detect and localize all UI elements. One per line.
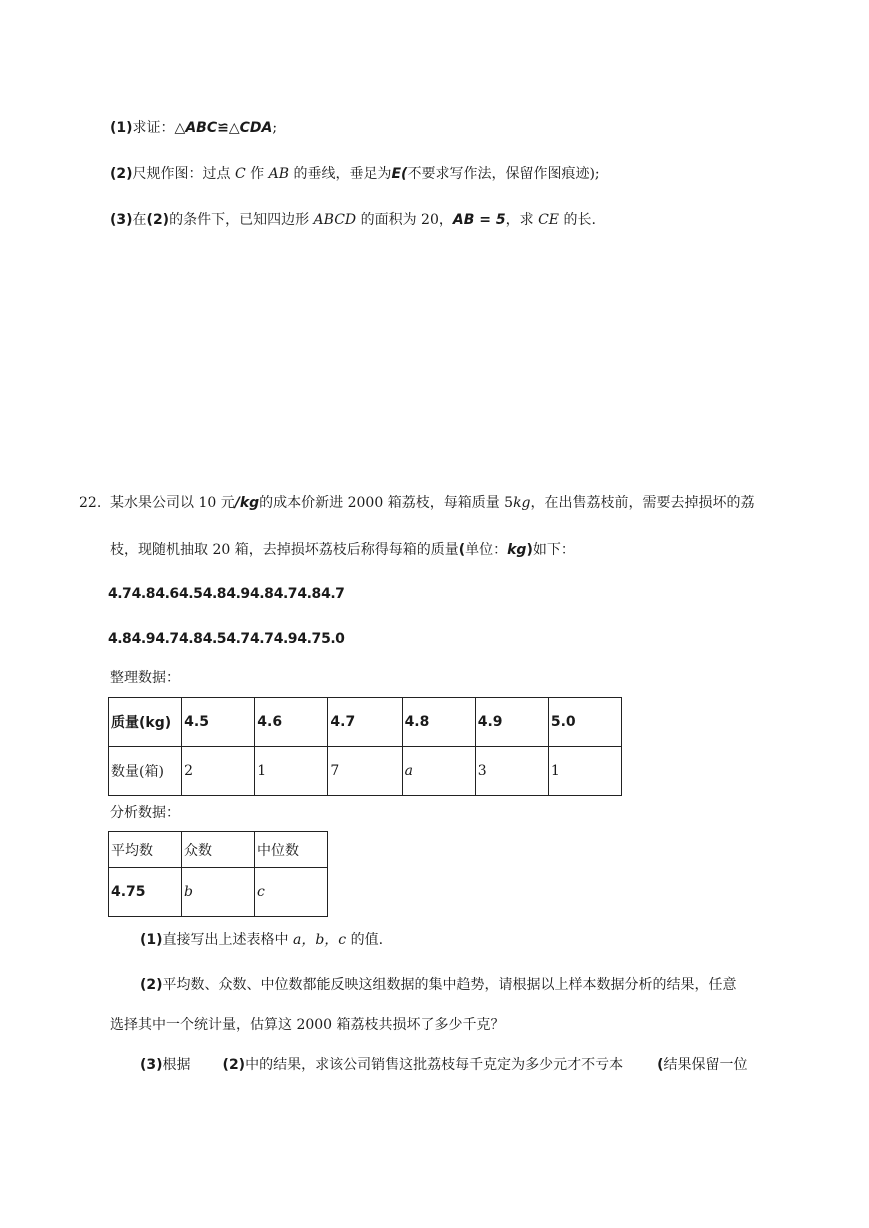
math-expression: △ABC≌△CDA — [174, 120, 273, 136]
table-header: 平均数 — [109, 832, 182, 868]
q22-sub2-line1 — [140, 975, 737, 995]
q21-part1 — [110, 118, 277, 138]
table-row-label: 数量(箱) — [109, 747, 182, 796]
text: ，在出售荔枝前，需要去掉损坏的荔 — [530, 495, 755, 511]
q21-part3 — [110, 210, 596, 230]
data-row-2: 4.8 4.9 4.7 4.8 4.5 4.7 4.7 4.9 4.7 5.0 — [108, 631, 345, 647]
text: 平均数、众数、中位数都能反映这组数据的集中趋势，请根据以上样本数据分析的结果，任意 — [162, 977, 737, 993]
table-cell: 1 — [548, 747, 621, 796]
part-number: (1) — [140, 932, 163, 948]
statistics-table — [108, 831, 328, 917]
table-cell: 4.9 — [475, 698, 548, 747]
analyze-label: 分析数据： — [110, 805, 180, 821]
text: ，求 — [505, 212, 539, 228]
table-header-label: 质量(kg) — [109, 698, 182, 747]
ref: (2) — [146, 212, 170, 228]
var: ABCD — [313, 212, 357, 228]
text: 不要求写作法，保留作图痕迹) — [407, 166, 595, 182]
text: 单位： — [465, 542, 508, 558]
table-cell: 3 — [475, 747, 548, 796]
table-cell: 4.6 — [255, 698, 328, 747]
text: 的长. — [559, 212, 596, 228]
table-cell: c — [255, 868, 328, 917]
unit: /kg — [234, 495, 260, 511]
paren: ( — [458, 542, 466, 558]
text: 作 — [245, 166, 269, 182]
table-cell: 4.75 — [109, 868, 182, 917]
organize-label: 整理数据： — [110, 670, 180, 686]
text: 直接写出上述表格中 — [162, 932, 293, 948]
table-cell: 4.8 — [402, 698, 475, 747]
text: 结果保留一位 — [663, 1057, 748, 1073]
table-cell: 2 — [182, 747, 255, 796]
table-cell: 4.5 — [182, 698, 255, 747]
paren: ( — [657, 1057, 664, 1073]
table-header: 中位数 — [255, 832, 328, 868]
math-expression: AB = 5 — [452, 212, 506, 228]
math-expression: E( — [391, 166, 408, 182]
frequency-table — [108, 697, 622, 796]
text: 求证： — [132, 120, 175, 136]
text: 的值. — [346, 932, 384, 948]
table-cell: 7 — [328, 747, 402, 796]
ref: (2) — [222, 1057, 246, 1073]
question-number: 22. — [79, 495, 102, 511]
data-row-1: 4.7 4.8 4.6 4.5 4.8 4.9 4.8 4.7 4.8 4.7 — [108, 586, 345, 602]
part-number: (3) — [140, 1057, 163, 1073]
text: 的垂线，垂足为 — [289, 166, 392, 182]
text: 根据 — [162, 1057, 191, 1073]
var: CE — [538, 212, 559, 228]
text: 的成本价新进 2000 箱荔枝，每箱质量 5 — [259, 495, 514, 511]
text: 如下： — [532, 542, 575, 558]
text: 枝，现随机抽取 20 箱，去掉损坏荔枝后称得每箱的质量 — [110, 542, 459, 558]
part-number: (3) — [110, 212, 133, 228]
text: 中的结果，求该公司销售这批荔枝每千克定为多少元才不亏本 — [245, 1057, 624, 1073]
table-cell: 5.0 — [548, 698, 621, 747]
table-cell: 1 — [255, 747, 328, 796]
var: AB — [268, 166, 290, 182]
table-cell: b — [182, 868, 255, 917]
unit: kg — [507, 542, 527, 558]
text: 的条件下，已知四边形 — [169, 212, 314, 228]
text: ; — [272, 120, 278, 136]
text: 尺规作图：过点 — [132, 166, 235, 182]
var: C — [235, 166, 246, 182]
text: ; — [594, 166, 600, 182]
part-number: (2) — [140, 977, 163, 993]
paren: ) — [526, 542, 533, 558]
q22-sub3 — [140, 1055, 748, 1075]
text: 的面积为 20， — [356, 212, 453, 228]
q22-sub1 — [140, 930, 383, 950]
part-number: (1) — [110, 120, 133, 136]
table-cell: 4.7 — [328, 698, 402, 747]
text: 在 — [132, 212, 147, 228]
q22-line2 — [110, 540, 575, 560]
q22-line1 — [110, 493, 755, 513]
vars: a，b，c — [293, 932, 347, 948]
q22-sub2-line2: 选择其中一个统计量，估算这 2000 箱荔枝共损坏了多少千克？ — [110, 1017, 505, 1033]
text: 某水果公司以 10 元 — [110, 495, 235, 511]
unit: kg — [513, 495, 531, 511]
q21-part2 — [110, 164, 600, 184]
table-header: 众数 — [182, 832, 255, 868]
table-cell: a — [402, 747, 475, 796]
q22-number — [79, 493, 101, 513]
part-number: (2) — [110, 166, 133, 182]
